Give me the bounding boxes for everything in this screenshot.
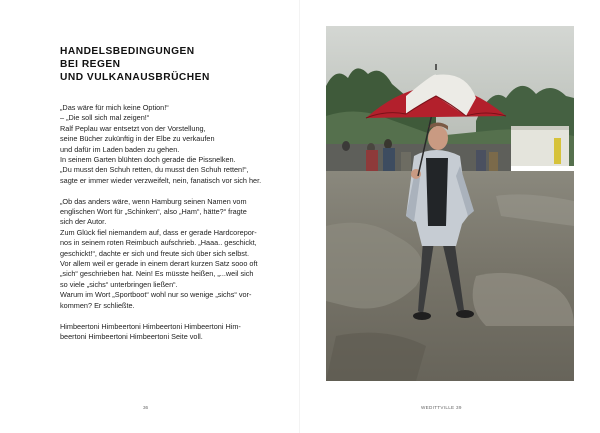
text-line: sich der Autor. [60, 217, 107, 227]
page-number-right: WEDITTVILLE 39 [421, 405, 462, 410]
heading-line: HANDELSBEDINGUNGEN [60, 46, 195, 57]
text-line: Zum Glück fiel niemandem auf, dass er gerade Hardcorepor- [60, 227, 257, 237]
text-line: nos in seinem roten Reimbuch aufschrieb. „Haaa.. geschickt, [60, 238, 257, 248]
text-line: „Ob das anders wäre, wenn Hamburg seinen Namen vom [60, 196, 247, 206]
text-line: Warum im Wort „Sportboot“ wohl nur so wenige „sichs“ vor- [60, 290, 252, 300]
text-line: „Du musst den Schuh retten, du musst den Schuh retten!“, [60, 165, 249, 175]
paragraph-3 [60, 322, 310, 343]
text-line: kommen? Er schließte. [60, 300, 135, 310]
text-line: und dafür im Laden baden zu gehen. [60, 144, 180, 154]
text-line: Ralf Peplau war entsetzt von der Vorstellung, [60, 123, 206, 133]
text-line: „Das wäre für mich keine Option!“ [60, 103, 169, 112]
paragraph-2 [60, 197, 310, 311]
heading-line: UND VULKANAUSBRÜCHEN [60, 72, 210, 83]
paragraph-gap [60, 186, 310, 196]
text-line: sagte er immer wieder verzweifelt, nein, fanatisch vor sich her. [60, 175, 262, 185]
heading-line: BEI REGEN [60, 59, 121, 70]
page-number-left: 36 [143, 405, 149, 410]
text-line: Vor allem weil er gerade in einem derart kurzen Satz sooo oft [60, 259, 258, 269]
festival-man-with-umbrella-photo [326, 26, 574, 381]
paragraph-gap [60, 311, 310, 321]
text-line: englischen Wort für „Schinken“, also „Ham“, hätte?“ fragte [60, 207, 247, 217]
text-line: seine Bücher zukünftig in der Elbe zu verkaufen [60, 134, 215, 144]
text-line: geschickt!“, dachte er sich und freute sich über sich selbst. [60, 248, 249, 258]
chapter-heading [60, 45, 280, 84]
text-line: beertoni Himbeertoni Himbeertoni Seite voll. [60, 331, 203, 341]
text-line: „sich“ geschrieben hat. Nein! Es müsste heißen, „...weil sich [60, 269, 254, 279]
body-text [60, 103, 310, 342]
text-line: – „Die soll sich mal zeigen!“ [60, 113, 150, 123]
paragraph-1 [60, 103, 310, 186]
text-line: In seinem Garten blühten doch gerade die Pissnelken. [60, 155, 236, 165]
text-line: so viele „sichs“ unterbringen ließen“. [60, 279, 178, 289]
text-line: Himbeertoni Himbeertoni Himbeertoni Himbeertoni Him- [60, 321, 241, 331]
